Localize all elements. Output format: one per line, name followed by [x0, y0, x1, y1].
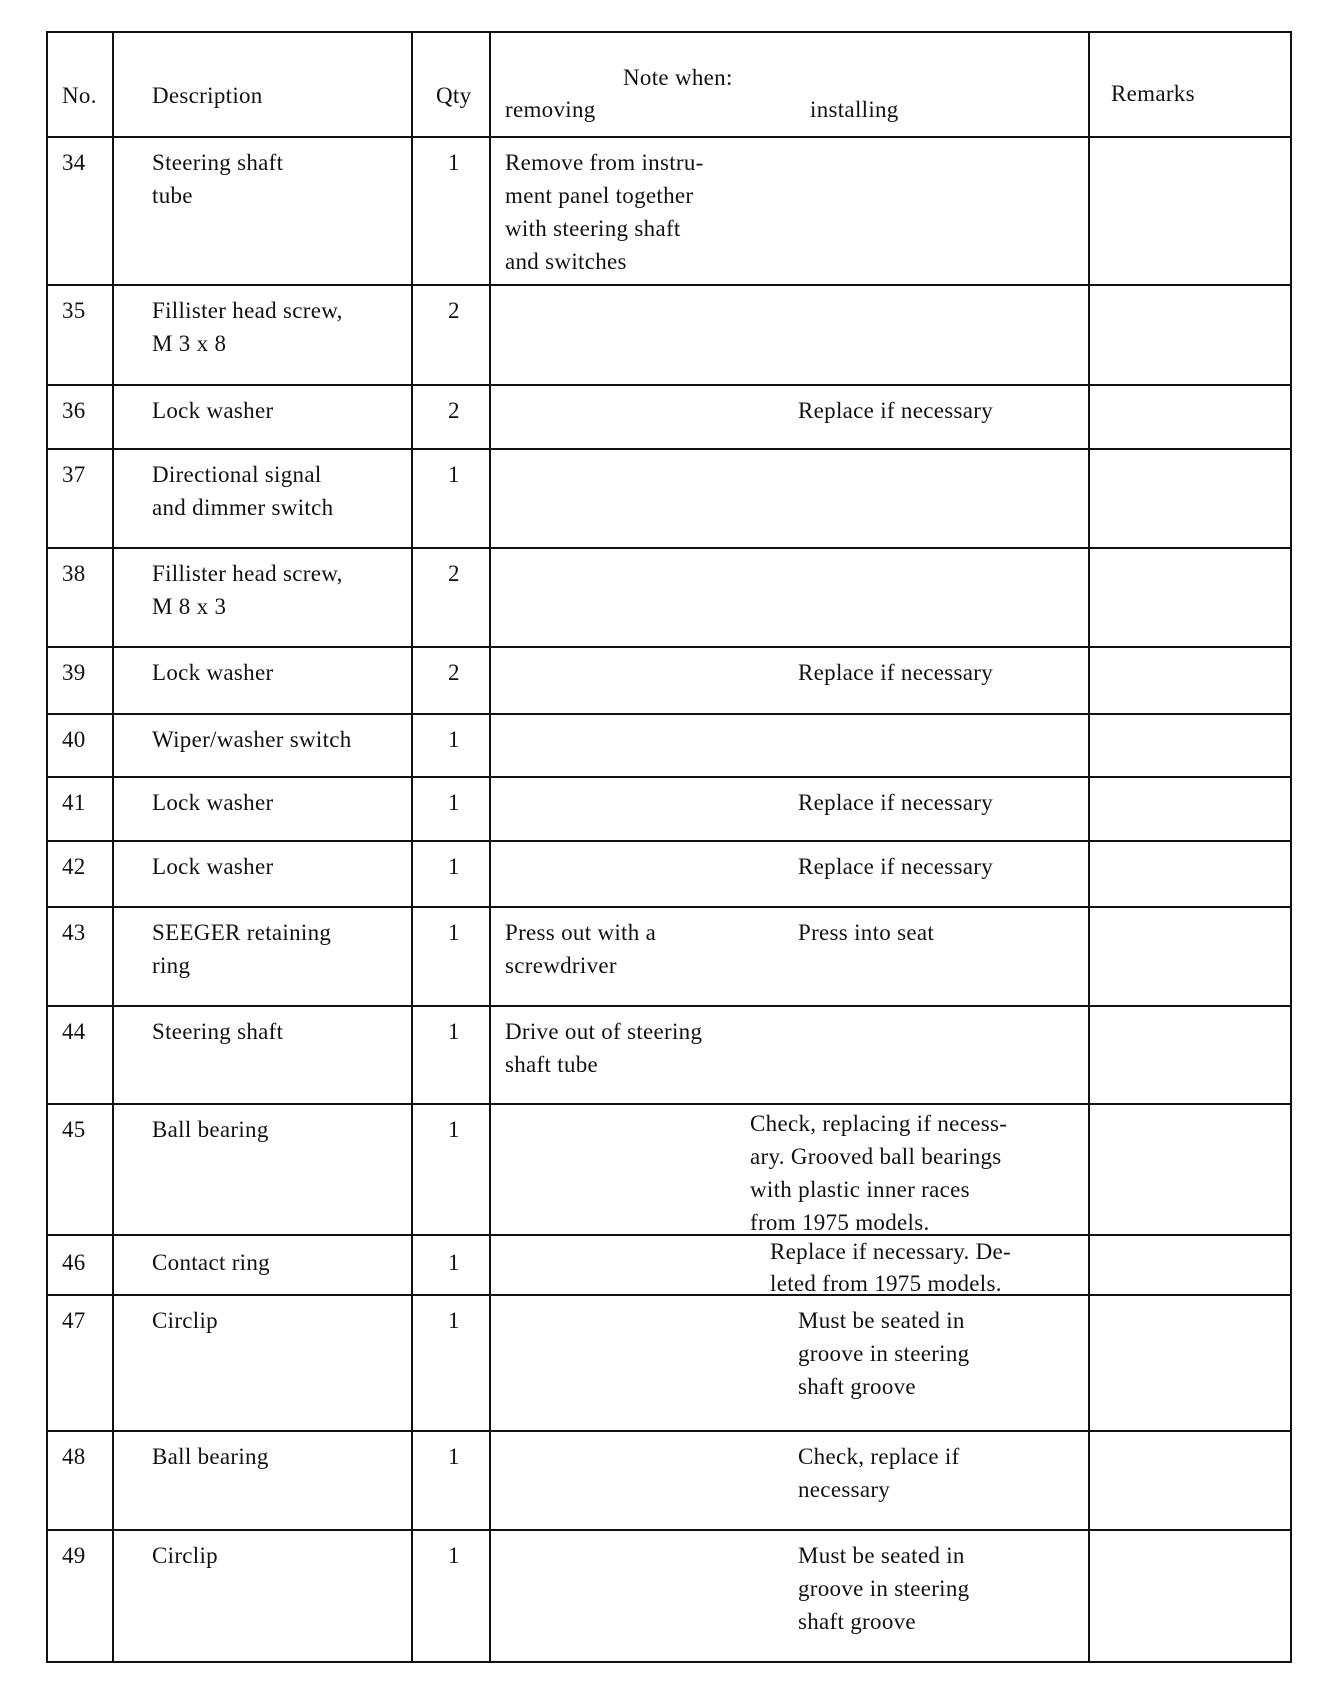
item-description: Wiper/washer switch	[152, 727, 352, 752]
item-description: Circlip	[152, 1543, 218, 1568]
item-description: Steering shaft	[152, 1019, 284, 1044]
header-installing: installing	[810, 97, 899, 122]
note-installing: Check, replace if necessary	[798, 1444, 960, 1502]
note-installing: Must be seated in groove in steering shaft groove	[798, 1543, 970, 1634]
item-qty: 1	[448, 150, 460, 175]
table-row	[48, 776, 1290, 840]
table-row	[48, 136, 1290, 284]
item-qty: 2	[448, 298, 460, 323]
header-remarks: Remarks	[1111, 81, 1195, 106]
table-row	[48, 384, 1290, 448]
item-number: 46	[62, 1250, 86, 1275]
item-qty: 1	[448, 854, 460, 879]
item-description: Lock washer	[152, 398, 274, 423]
item-qty: 2	[448, 561, 460, 586]
table-row	[48, 840, 1290, 906]
table-row	[48, 448, 1290, 547]
table-row	[48, 1529, 1290, 1661]
header-removing: removing	[505, 97, 596, 122]
item-number: 39	[62, 660, 86, 685]
item-description: Ball bearing	[152, 1444, 269, 1469]
item-qty: 1	[448, 920, 460, 945]
item-description: Fillister head screw, M 3 x 8	[152, 298, 343, 356]
table-row	[48, 1430, 1290, 1529]
note-installing: Replace if necessary	[798, 398, 994, 423]
item-description: Directional signal and dimmer switch	[152, 462, 334, 520]
item-qty: 1	[448, 1308, 460, 1333]
item-qty: 1	[448, 1543, 460, 1568]
item-description: Lock washer	[152, 854, 274, 879]
item-qty: 1	[448, 1117, 460, 1142]
item-qty: 2	[448, 660, 460, 685]
note-installing: Replace if necessary	[798, 790, 994, 815]
item-description: Ball bearing	[152, 1117, 269, 1142]
item-qty: 1	[448, 790, 460, 815]
item-number: 42	[62, 854, 86, 879]
item-number: 34	[62, 150, 86, 175]
note-installing: Check, replacing if necess- ary. Grooved ball bearings with plastic inner races from 1975 models.	[750, 1111, 1008, 1235]
table-row	[48, 1005, 1290, 1103]
item-description: Steering shaft tube	[152, 150, 284, 208]
item-number: 48	[62, 1444, 86, 1469]
table-row	[48, 906, 1290, 1005]
item-number: 47	[62, 1308, 86, 1333]
item-qty: 1	[448, 727, 460, 752]
note-installing: Must be seated in groove in steering shaft groove	[798, 1308, 970, 1399]
note-removing: Press out with a screwdriver	[505, 920, 657, 978]
note-installing: Replace if necessary	[798, 660, 994, 685]
note-installing: Replace if necessary	[798, 854, 994, 879]
table-row	[48, 1234, 1290, 1294]
item-description: Fillister head screw, M 8 x 3	[152, 561, 343, 619]
table-row	[48, 284, 1290, 384]
item-number: 38	[62, 561, 86, 586]
parts-table	[46, 31, 1292, 1663]
item-qty: 1	[448, 1019, 460, 1044]
header-qty: Qty	[436, 83, 472, 108]
header-note-when: Note when:	[623, 65, 733, 90]
item-number: 49	[62, 1543, 86, 1568]
table-row	[48, 1294, 1290, 1430]
item-description: SEEGER retaining ring	[152, 920, 332, 978]
item-number: 43	[62, 920, 86, 945]
item-number: 41	[62, 790, 86, 815]
item-number: 45	[62, 1117, 86, 1142]
item-number: 35	[62, 298, 86, 323]
item-description: Lock washer	[152, 660, 274, 685]
header-no: No.	[62, 83, 97, 108]
table-row	[48, 1103, 1290, 1234]
item-number: 44	[62, 1019, 86, 1044]
item-qty: 1	[448, 1444, 460, 1469]
item-qty: 1	[448, 1250, 460, 1275]
item-qty: 1	[448, 462, 460, 487]
item-number: 37	[62, 462, 86, 487]
item-description: Contact ring	[152, 1250, 270, 1275]
item-description: Lock washer	[152, 790, 274, 815]
note-removing: Drive out of steering shaft tube	[505, 1019, 703, 1077]
item-number: 40	[62, 727, 86, 752]
item-number: 36	[62, 398, 86, 423]
table-row	[48, 646, 1290, 713]
item-description: Circlip	[152, 1308, 218, 1333]
table-row	[48, 713, 1290, 776]
item-qty: 2	[448, 398, 460, 423]
table-header	[48, 33, 1290, 136]
header-description: Description	[152, 83, 263, 108]
note-installing: Press into seat	[798, 920, 935, 945]
note-removing: Remove from instru- ment panel together with steering shaft and switches	[505, 150, 704, 274]
note-installing: Replace if necessary. De- leted from 1975 models.	[770, 1239, 1011, 1296]
table-row	[48, 547, 1290, 646]
